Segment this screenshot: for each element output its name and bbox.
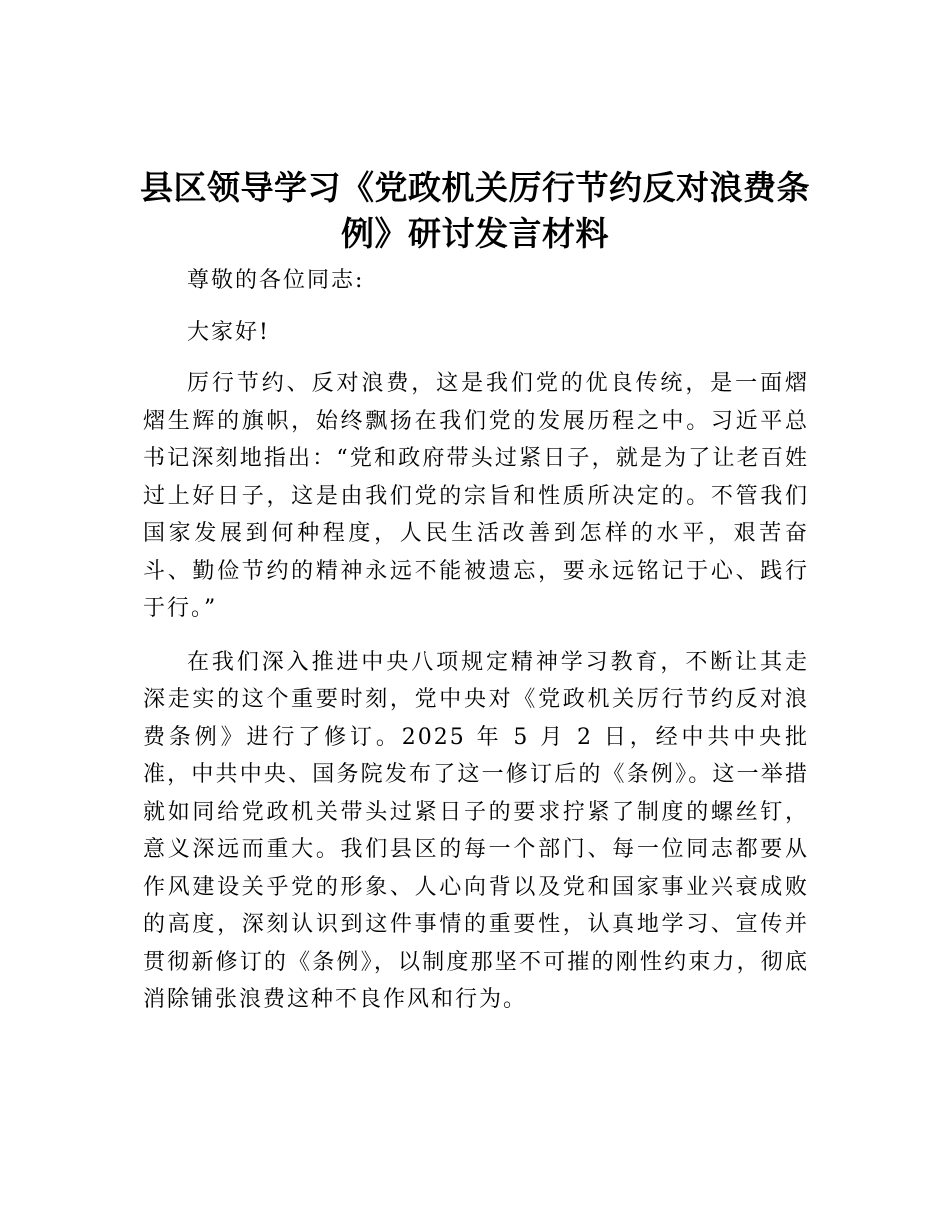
title-line-1: 县区领导学习《党政机关厉行节约反对浪费条	[140, 168, 810, 207]
greeting: 大家好!	[187, 319, 270, 345]
paragraph-2: 在我们深入推进中央八项规定精神学习教育，不断让其走深走实的这个重要时刻，党中央对《党政机关厉行节约反对浪费条例》进行了修订。2025 年 5 月 2 日，经中共中央批准，中共中央、国务院发布了这一修订后的《条例》。这一举措就如同给党政机关带头过紧日子的要求拧紧了制度的螺丝钉，意义深远而重大。我们县区的每一个部门、每一位同志都要从作风建设关乎党的形象、人心向背以及党和国家事业兴衰成败的高度，深刻认识到这件事情的重要性，认真地学习、宣传并贯彻新修订的《条例》，以制度那坚不可摧的刚性约束力，彻底消除铺张浪费这种不良作风和行为。	[143, 649, 809, 1012]
document-title	[120, 165, 830, 257]
document-body	[143, 262, 809, 1019]
paragraph-1: 厉行节约、反对浪费，这是我们党的优良传统，是一面熠熠生辉的旗帜，始终飘扬在我们党的发展历程之中。习近平总书记深刻地指出：“党和政府带头过紧日子，就是为了让老百姓过上好日子，这是由我们党的宗旨和性质所决定的。不管我们国家发展到何种程度，人民生活改善到怎样的水平，艰苦奋斗、勤俭节约的精神永远不能被遗忘，要永远铭记于心、践行于行。”	[143, 371, 809, 621]
salutation: 尊敬的各位同志:	[187, 268, 365, 293]
title-line-2: 例》研讨发言材料	[341, 214, 609, 253]
